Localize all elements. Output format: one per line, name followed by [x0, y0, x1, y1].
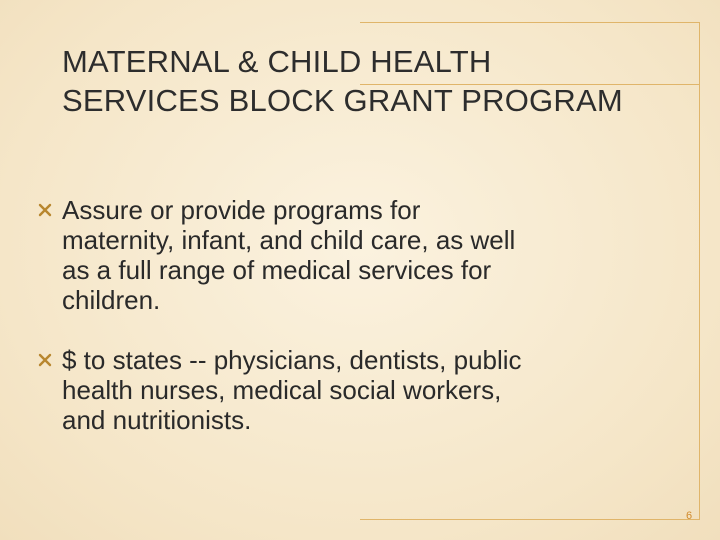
frame-right-line — [699, 22, 700, 520]
title-line-1: MATERNAL & CHILD HEALTH — [62, 44, 492, 79]
bullet-2-line-3: and nutritionists. — [62, 405, 252, 435]
bullet-1-line-3: as a full range of medical services for — [62, 255, 492, 285]
slide-title — [62, 42, 682, 120]
bullet-item-1 — [30, 195, 670, 315]
x-bullet-icon — [38, 203, 52, 217]
bullet-1-line-4: children. — [62, 285, 161, 315]
x-bullet-icon — [38, 353, 52, 367]
bullet-item-2 — [30, 345, 670, 435]
bullet-1-line-2: maternity, infant, and child care, as well — [62, 225, 516, 255]
title-line-2: SERVICES BLOCK GRANT PROGRAM — [62, 83, 623, 118]
bullet-2-line-2: health nurses, medical social workers, — [62, 375, 502, 405]
bullet-1-line-1: Assure or provide programs for — [62, 195, 421, 225]
page-number: 6 — [686, 510, 693, 522]
frame-top-line — [360, 22, 700, 23]
bullet-2-line-1: $ to states -- physicians, dentists, public — [62, 345, 522, 375]
frame-bottom-line — [360, 519, 700, 520]
bullet-list — [30, 195, 670, 435]
